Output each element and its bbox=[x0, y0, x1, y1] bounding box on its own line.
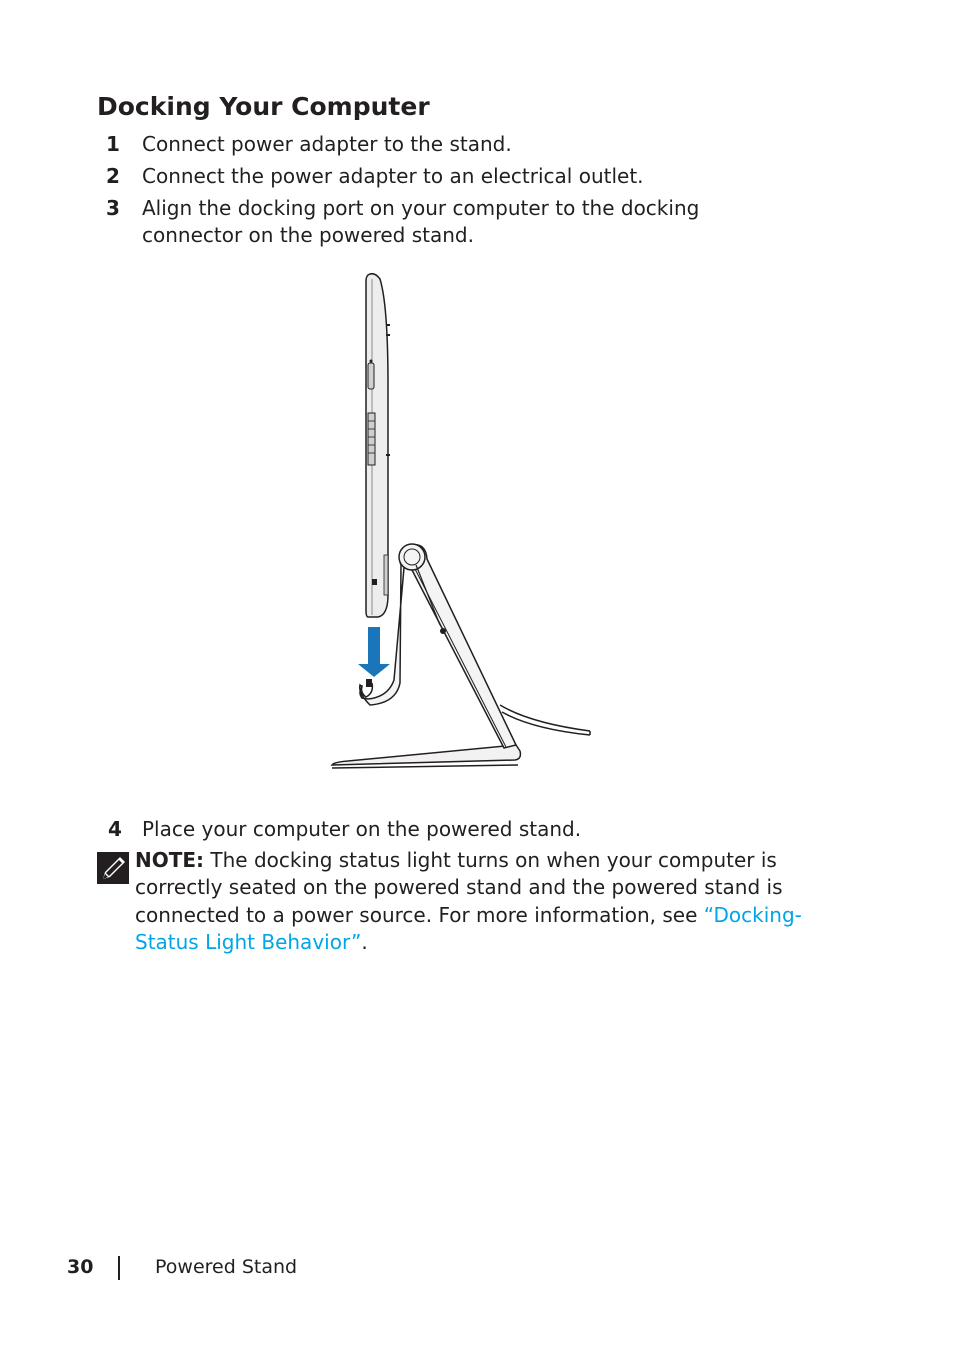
step-text: Align the docking port on your computer to the docking connector on the powered stand. bbox=[142, 196, 700, 247]
step-text: Place your computer on the powered stand. bbox=[142, 817, 582, 841]
note-text: The docking status light turns on when your computer is correctly seated on the powered stand and the powered stand is connected to a power source. For more information, see bbox=[135, 848, 783, 927]
step-number: 4 bbox=[108, 817, 122, 841]
step-text: Connect the power adapter to an electrical outlet. bbox=[142, 164, 644, 188]
step-text: Connect power adapter to the stand. bbox=[142, 132, 512, 156]
step-number: 3 bbox=[106, 196, 120, 220]
page-number: 30 bbox=[67, 1256, 94, 1278]
note-pencil-icon bbox=[97, 852, 129, 884]
step-number: 1 bbox=[106, 132, 120, 156]
down-arrow-icon bbox=[358, 627, 390, 677]
footer-section-title: Powered Stand bbox=[155, 1256, 298, 1278]
page-heading: Docking Your Computer bbox=[97, 92, 430, 121]
note-end: . bbox=[361, 929, 368, 954]
note-block bbox=[135, 847, 815, 956]
docking-illustration bbox=[300, 265, 620, 785]
footer-divider bbox=[118, 1256, 120, 1280]
docking-status-link[interactable]: “Docking-Status Light Behavior” bbox=[135, 902, 802, 954]
step-number: 2 bbox=[106, 164, 120, 188]
note-label: NOTE: bbox=[135, 848, 205, 872]
